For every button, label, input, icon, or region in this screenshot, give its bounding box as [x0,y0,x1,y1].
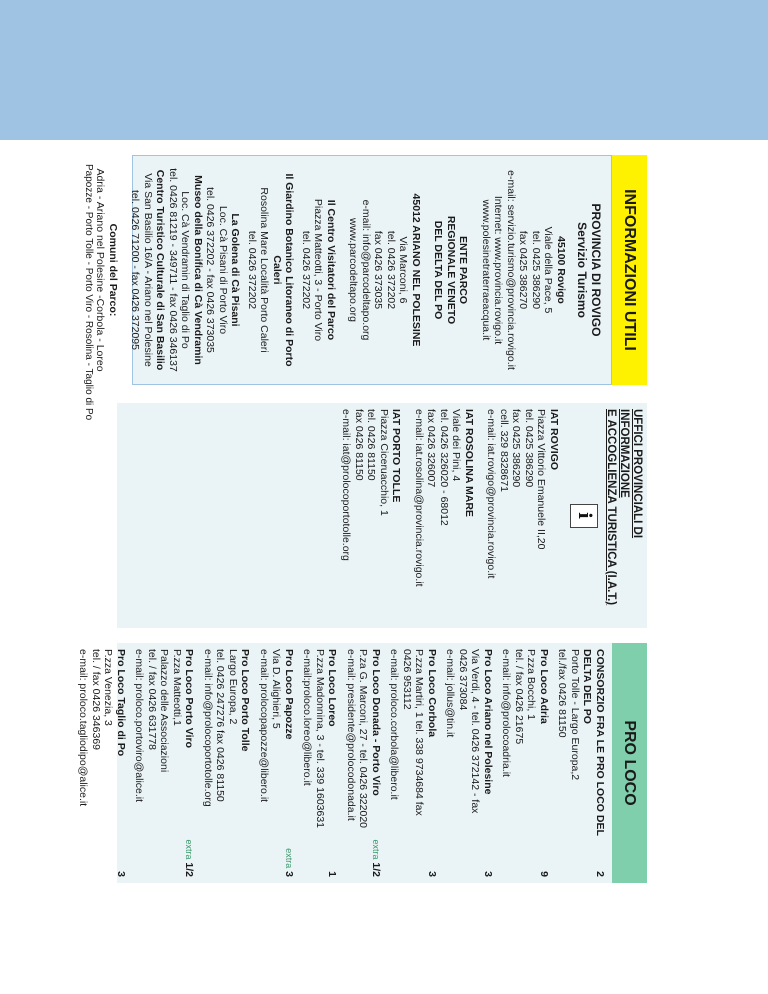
provincia-email[interactable]: e-mail: servizio.turismo@provincia.rovigo.it [505,170,517,370]
pro-loco-email[interactable]: e-mail: proloco.tagliodipo@alice.it [77,649,90,807]
pro-loco-name: Pro Loco Taglio di Po [115,649,127,757]
golena-tel: tel. 0426 372202 - fax 0426 373035 [204,187,217,353]
pro-loco-name: CONSORZIO FRA LE PRO LOCO DEL DELTA DEL PO [581,649,606,836]
golena-address: Loc. Cà Pisani di Porto Viro [217,205,229,335]
visitatori-tel: tel. 0426 372202 [300,230,312,310]
pro-loco-email[interactable]: e-mail: presidente@prolocodonada.it [345,649,357,821]
useful-info-column [83,155,647,421]
ariano-tel: tel. 0426 372202 [385,230,397,310]
extra-label: extra [184,839,195,860]
giardino-address: Rosolina Mare Località Porto Caleri [258,187,271,353]
iat-porto-tolle-line: fax 0426 81150 [353,409,365,481]
pro-loco-line: P.zza Martiri, 1 tel. 338 9734684 fax 0426 953112 [401,649,426,816]
pro-loco-entry-text [345,649,383,839]
pro-loco-badge [556,839,606,877]
pro-loco-number: 1/2 [370,862,382,877]
ente-line2: REGIONALE VENETO [445,215,457,325]
pro-loco-entry-text [77,649,127,839]
pro-loco-name: Pro Loco Corbola [426,649,438,738]
provincia-name: PROVINCIA DI ROVIGO [589,203,603,337]
iat-porto-tolle-name: IAT PORTO TOLLE [390,409,403,503]
pro-loco-entry-text [301,649,339,839]
pro-loco-line: Via Verdi, 4 - tel. 0426 372142 - fax 0426 373084 [457,649,482,814]
pro-loco-name: Pro Loco Papozze [283,649,295,740]
pro-loco-entry-text [500,649,550,839]
ente-line1: ENTE PARCO [457,235,470,305]
pro-loco-entry [202,649,252,877]
ente-section [432,164,470,376]
pro-loco-entry [133,649,196,877]
iat-rovigo-email[interactable]: e-mail: iat.rovigo@provincia.rovigo.it [485,409,498,579]
iat-rovigo-line: tel. 0425 386290 [523,409,535,488]
iat-box [117,403,647,628]
ariano-web[interactable]: www.parcodeltapo.org [347,218,360,322]
golena-title: La Golena di Cà Pisani [229,213,242,327]
pro-loco-email[interactable]: e-mail: jollus@tin.it [444,649,457,738]
ariano-city: 45012 ARIANO NEL POLESINE [410,193,422,347]
pro-loco-entry-text [388,649,438,839]
museo-section [167,164,205,376]
giardino-section [246,164,296,376]
pro-loco-entry [500,649,550,877]
iat-title [604,409,643,622]
pro-loco-email[interactable]: e-mail:proloco.loreo@libero.it [301,649,314,786]
pro-loco-entry [388,649,438,877]
iat-rovigo-line: fax 0425 386290 [510,409,523,488]
pro-loco-number: 3 [115,871,127,877]
pro-loco-header: PRO LOCO [612,643,647,883]
comuni-title: Comuni del Parco: [107,223,119,317]
centro-address: Via San Basilio 16/A - Ariano nel Polesine [142,173,154,367]
pro-loco-line: tel. / fax 0426 346369 [90,649,102,750]
giardino-tel: tel. 0426 372202 [246,230,258,310]
pro-loco-email[interactable]: e-mail: info@prolocoportotolle.org [202,649,214,807]
pro-loco-line: Via D. Alighieri, 5 [270,649,283,729]
pro-loco-line: Largo Europa, 2 [227,649,239,725]
pro-loco-name: Pro Loco Porto Viro [183,649,196,748]
comuni-line2: Papozze - Porto Tolle - Porto Viro - Rosolina - Taglio di Po [83,164,94,421]
pro-loco-badge [500,839,550,877]
pro-loco-entry [258,649,296,877]
ente-line3: DEL DELTA DEL PO [432,220,445,320]
pro-loco-line: P.za G. Marconi, 27 - tel. 0426 322020 [357,649,370,829]
provincia-section [480,164,604,376]
info-icon: i [570,504,598,528]
ariano-address: Via Marconi, 6 [397,236,410,304]
ariano-email[interactable]: e-mail: info@parcodeltapo.org [360,199,372,341]
pro-loco-email[interactable]: e-mail: proloco.portoviro@alice.it [133,649,146,803]
centro-section [129,164,167,376]
pro-loco-line: P.zza Madonnina, 3 - tel. 339 1603631 [314,649,326,829]
provincia-internet[interactable]: Internet: www.provincia.rovigo.it [492,195,505,345]
extra-label: extra [371,839,381,860]
pro-loco-entry [77,649,127,877]
pro-loco-line: tel./fax 0426 81150 [556,649,569,738]
pro-loco-line: Palazzo delle Associazioni [158,649,171,773]
pro-loco-entry [444,649,494,877]
pro-loco-entry [556,649,606,877]
iat-rosolina-email[interactable]: e-mail: iat.rosolina@provincia.rovigo.it [413,409,425,587]
pro-loco-email[interactable]: e-mail: prolocopapozze@libero.it [258,649,270,803]
pro-loco-entry-text [133,649,196,839]
pro-loco-email[interactable]: e-mail: proloco.corbola@libero.it [388,649,401,800]
pro-loco-name: Pro Loco Porto Tolle [239,649,252,752]
pro-loco-line: tel. / fax 0426 631778 [146,649,158,750]
ariano-fax: fax 0426 373035 [372,230,385,310]
provincia-web[interactable]: www.polesinetraterraeacqua.it [480,199,492,341]
iat-porto-tolle-email[interactable]: e-mail: iat@prolocoportotolle.org [340,409,353,561]
ariano-section [347,164,422,376]
provincia-address: Viale della Pace, 5 [542,226,555,314]
top-color-band [0,0,768,140]
pro-loco-column [77,643,647,883]
museo-tel: tel. 0426 81219 - 349711 - fax 0426 346137 [167,168,179,372]
comuni-line1: Adria - Ariano nel Polesine -Corbola - Loreo [94,168,107,372]
iat-rosolina-line: Viale dei Pini, 4 [450,409,463,482]
pro-loco-number: 2 [594,871,606,877]
iat-porto-tolle [340,409,403,622]
iat-rovigo [485,409,560,622]
iat-rovigo-line: Piazza Vittorio Emanuele II,20 [535,409,548,550]
museo-address: Loc. Cà Vendramin di Taglio di Po [179,191,192,349]
pro-loco-number: 1/2 [183,862,196,877]
pro-loco-name: Pro Loco Loreo [326,649,339,727]
provincia-service: Servizio Turismo [575,222,589,318]
golena-section [204,164,242,376]
provincia-fax: fax 0425 386270 [517,230,530,310]
iat-rosolina-name: IAT ROSOLINA MARE [463,409,475,517]
pro-loco-line: tel. / fax 0426 21675 [513,649,525,745]
pro-loco-number: 3 [283,871,295,877]
pro-loco-badge [345,839,383,877]
pro-loco-badge [258,839,296,877]
pro-loco-badge [133,839,196,877]
provincia-city: 45100 Rovigo [555,236,567,304]
visitatori-section [300,164,338,376]
pro-loco-name: Pro Loco Adria [538,649,550,724]
pro-loco-entry-text [258,649,296,839]
comuni-section [82,164,120,421]
visitatori-title: Il Centro Visitatori del Parco [325,199,337,341]
iat-rosolina [413,409,476,622]
pro-loco-list [77,643,612,883]
giardino-title: Il Giardino Botanico Litoraneo di Porto Caleri [271,173,296,367]
pro-loco-entry [301,649,339,877]
iat-title-line2: E ACCOGLIENZA TURISTICA (I.A.T.) [605,409,617,606]
centro-title: Centro Turistico Culturale di San Basilio [154,169,167,371]
pro-loco-number: 9 [538,871,550,877]
pro-loco-line: Porto Tolle - Largo Europa,2 [569,649,581,781]
pro-loco-badge [301,839,339,877]
pro-loco-name: Pro Loco Donada - Porto Viro [370,649,382,796]
pro-loco-entry [345,649,383,877]
provincia-tel: tel. 0425 386290 [530,230,542,310]
iat-porto-tolle-line: tel. 0426 81150 [365,409,378,481]
iat-rosolina-line: tel. 0426 326020 - 68012 [438,409,450,526]
iat-column [117,403,647,628]
iat-porto-tolle-line: Piazza Ciceruacchio, 1 [378,409,390,516]
museo-title: Museo della Bonifica di Cà Vendramin [192,175,204,365]
pro-loco-line: P.zza Matteotti,1 [171,649,183,726]
extra-label: extra [284,848,294,869]
pro-loco-line: P.zza Bocchi, 1 [525,649,538,721]
pro-loco-number: 1 [326,871,339,877]
pro-loco-entry-text [202,649,252,839]
iat-rovigo-name: IAT ROVIGO [548,409,560,471]
pro-loco-number: 3 [482,871,494,877]
pro-loco-badge [202,839,252,877]
rotated-page [77,155,647,885]
pro-loco-badge [444,839,494,877]
pro-loco-line: tel. 0426 247276 fax 0426 81150 [214,649,227,802]
pro-loco-badge [77,839,127,877]
pro-loco-number: 3 [426,871,438,877]
iat-rosolina-line: fax 0426 326007 [425,409,438,488]
pro-loco-badge [388,839,438,877]
pro-loco-line: P.zza Venezia, 3 [102,649,115,726]
pro-loco-name: Pro Loco Ariano nel Polesine [482,649,494,795]
useful-info-box [83,155,612,421]
iat-rovigo-line: cell. 329 8328671 [498,409,510,492]
visitatori-address: Piazza Matteotti, 3 - Porto Viro [312,198,325,342]
iat-title-line1: UFFICI PROVINCIALI DI INFORMAZIONE [618,409,643,539]
useful-info-header: INFORMAZIONI UTILI [612,155,647,385]
pro-loco-email[interactable]: e-mail: info@prolocoadria.it [500,649,513,777]
pro-loco-entry-text [444,649,494,839]
pro-loco-entry-text [556,649,606,839]
centro-tel: tel. 0426 71200 - fax 0426 372095 [129,190,142,350]
